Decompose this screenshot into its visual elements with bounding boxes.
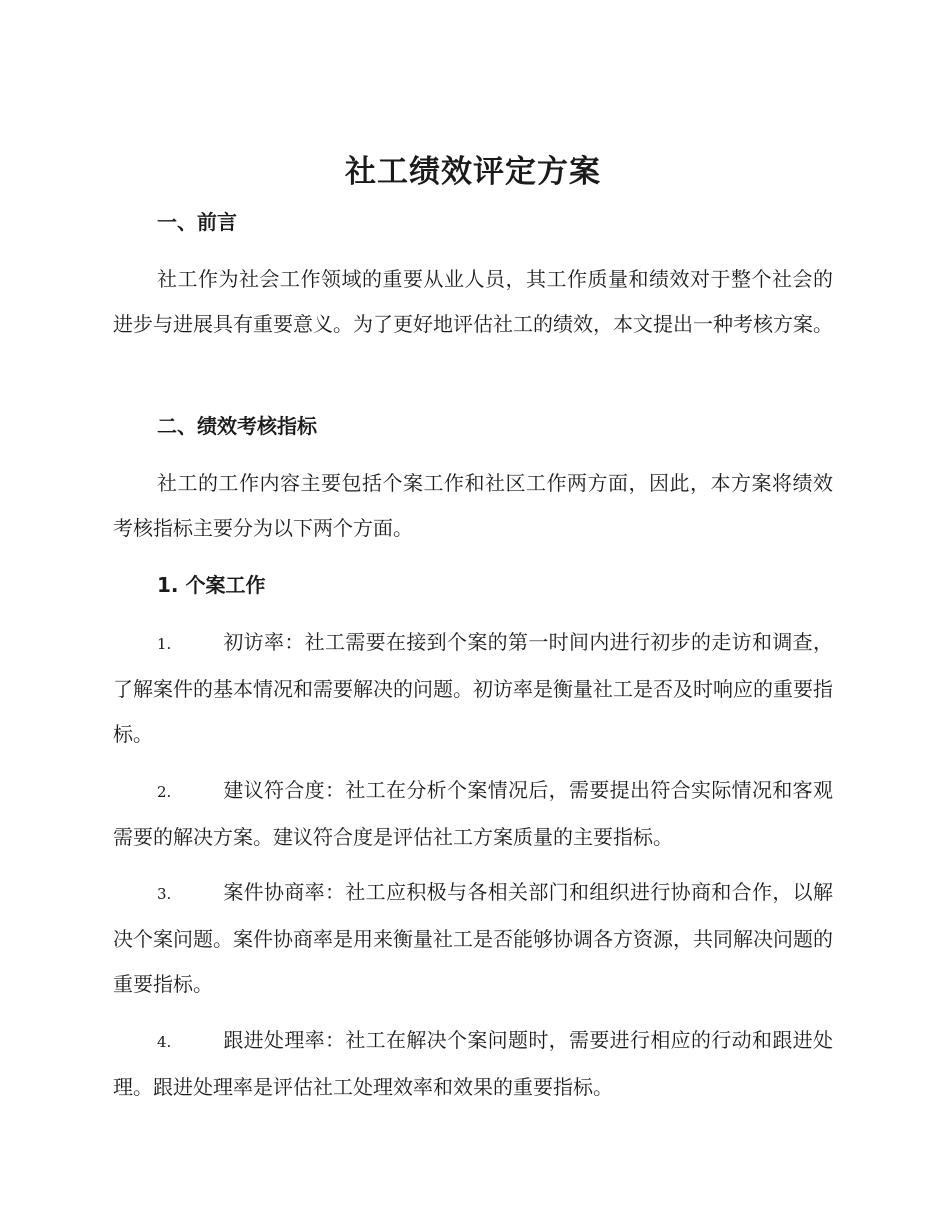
list-item-text: 建议符合度：社工在分析个案情况后，需要提出符合实际情况和客观需要的解决方案。建议符合度是评估社工方案质量的主要指标。: [113, 778, 833, 849]
list-item: [113, 1018, 833, 1110]
section-heading-indicators: 二、绩效考核指标: [157, 414, 317, 438]
list-item-number: 4.: [157, 1033, 172, 1051]
list-item: [113, 620, 833, 757]
section-heading-preface: 一、前言: [157, 210, 237, 234]
list-item-number: 3.: [157, 885, 172, 903]
list-item-number: 2.: [157, 783, 172, 801]
document-title: 社工绩效评定方案: [345, 154, 601, 190]
list-item-text: 案件协商率：社工应积极与各相关部门和组织进行协商和合作，以解决个案问题。案件协商率是用来衡量社工是否能够协调各方资源，共同解决问题的重要指标。: [113, 880, 833, 996]
list-item: [113, 870, 833, 1007]
subsection-heading-casework: 1. 个案工作: [157, 573, 266, 597]
list-item: [113, 768, 833, 860]
list-item-text: 跟进处理率：社工在解决个案问题时，需要进行相应的行动和跟进处理。跟进处理率是评估社工处理效率和效果的重要指标。: [113, 1028, 833, 1099]
section-paragraph-indicators: 社工的工作内容主要包括个案工作和社区工作两方面，因此，本方案将绩效考核指标主要分为以下两个方面。: [113, 471, 833, 540]
list-item-number: 1.: [157, 635, 172, 653]
list-item-text: 初访率：社工需要在接到个案的第一时间内进行初步的走访和调查，了解案件的基本情况和需要解决的问题。初访率是衡量社工是否及时响应的重要指标。: [113, 630, 833, 746]
section-paragraph-preface: 社工作为社会工作领域的重要从业人员，其工作质量和绩效对于整个社会的进步与进展具有重要意义。为了更好地评估社工的绩效，本文提出一种考核方案。: [113, 267, 833, 336]
